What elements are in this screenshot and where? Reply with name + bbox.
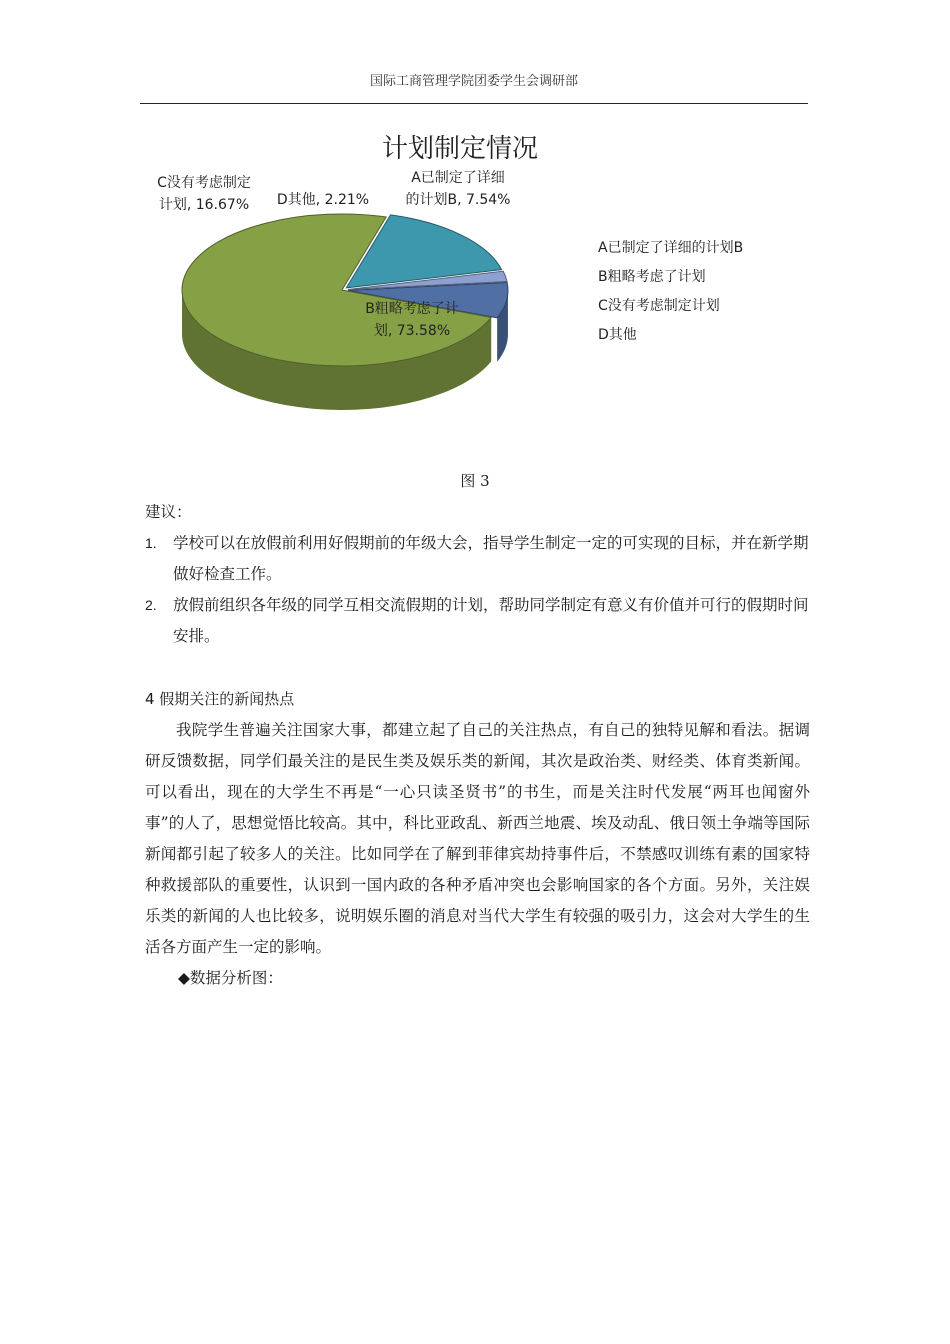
legend-entry: B粗略考虑了计划 <box>598 269 706 285</box>
section-title: 4 假期关注的新闻热点 <box>145 690 295 708</box>
list-number: 1. <box>145 535 157 551</box>
bullet-line: ◆数据分析图： <box>178 969 283 987</box>
legend-entry: D其他 <box>598 327 637 343</box>
legend-entry: C没有考虑制定计划 <box>598 298 720 314</box>
suggestions-title: 建议： <box>145 503 192 521</box>
suggestion-item <box>145 590 810 652</box>
list-text: 学校可以在放假前利用好假期前的年级大会，指导学生制定一定的可实现的目标，并在新学期做好检查工作。 <box>173 534 809 583</box>
figure-caption: 图 3 <box>460 472 490 490</box>
pie-data-label: C没有考虑制定 <box>157 175 251 191</box>
chart-title: 计划制定情况 <box>381 134 539 164</box>
pie-data-label: A已制定了详细 <box>411 170 505 186</box>
legend-entry: A已制定了详细的计划B <box>598 240 744 256</box>
pie-data-label: 计划, 16.67% <box>158 197 250 213</box>
pie-data-label: 划, 73.58% <box>373 323 451 339</box>
pie-data-label: D其他, 2.21% <box>276 192 370 208</box>
pie-data-label: B粗略考虑了计 <box>365 301 459 317</box>
list-number: 2. <box>145 597 157 613</box>
pie-chart <box>140 120 810 460</box>
suggestion-item <box>145 528 810 590</box>
section-paragraph: 我院学生普遍关注国家大事，都建立起了自己的关注热点，有自己的独特见解和看法。据调研反馈数据，同学们最关注的是民生类及娱乐类的新闻，其次是政治类、财经类、体育类新闻。可以看出，现在的大学生不再是“一心只读圣贤书”的书生，而是关注时代发展“两耳也闻窗外事”的人了，思想觉悟比较高。其中，科比亚政乱、新西兰地震、埃及动乱、俄日领土争端等国际新闻都引起了较多人的关注。比如同学在了解到菲律宾劫持事件后，不禁感叹训练有素的国家特种救援部队的重要性，认识到一国内政的各种矛盾冲突也会影响国家的各个方面。另外，关注娱乐类的新闻的人也比较多，说明娱乐圈的消息对当代大学生有较强的吸引力，这会对大学生的生活各方面产生一定的影响。 <box>145 721 810 956</box>
header-rule <box>140 103 808 104</box>
page-header: 国际工商管理学院团委学生会调研部 <box>369 74 578 89</box>
pie-data-label: 的计划B, 7.54% <box>405 192 511 208</box>
chart-legend <box>598 239 743 343</box>
list-text: 放假前组织各年级的同学互相交流假期的计划，帮助同学制定有意义有价值并可行的假期时间安排。 <box>173 596 809 645</box>
